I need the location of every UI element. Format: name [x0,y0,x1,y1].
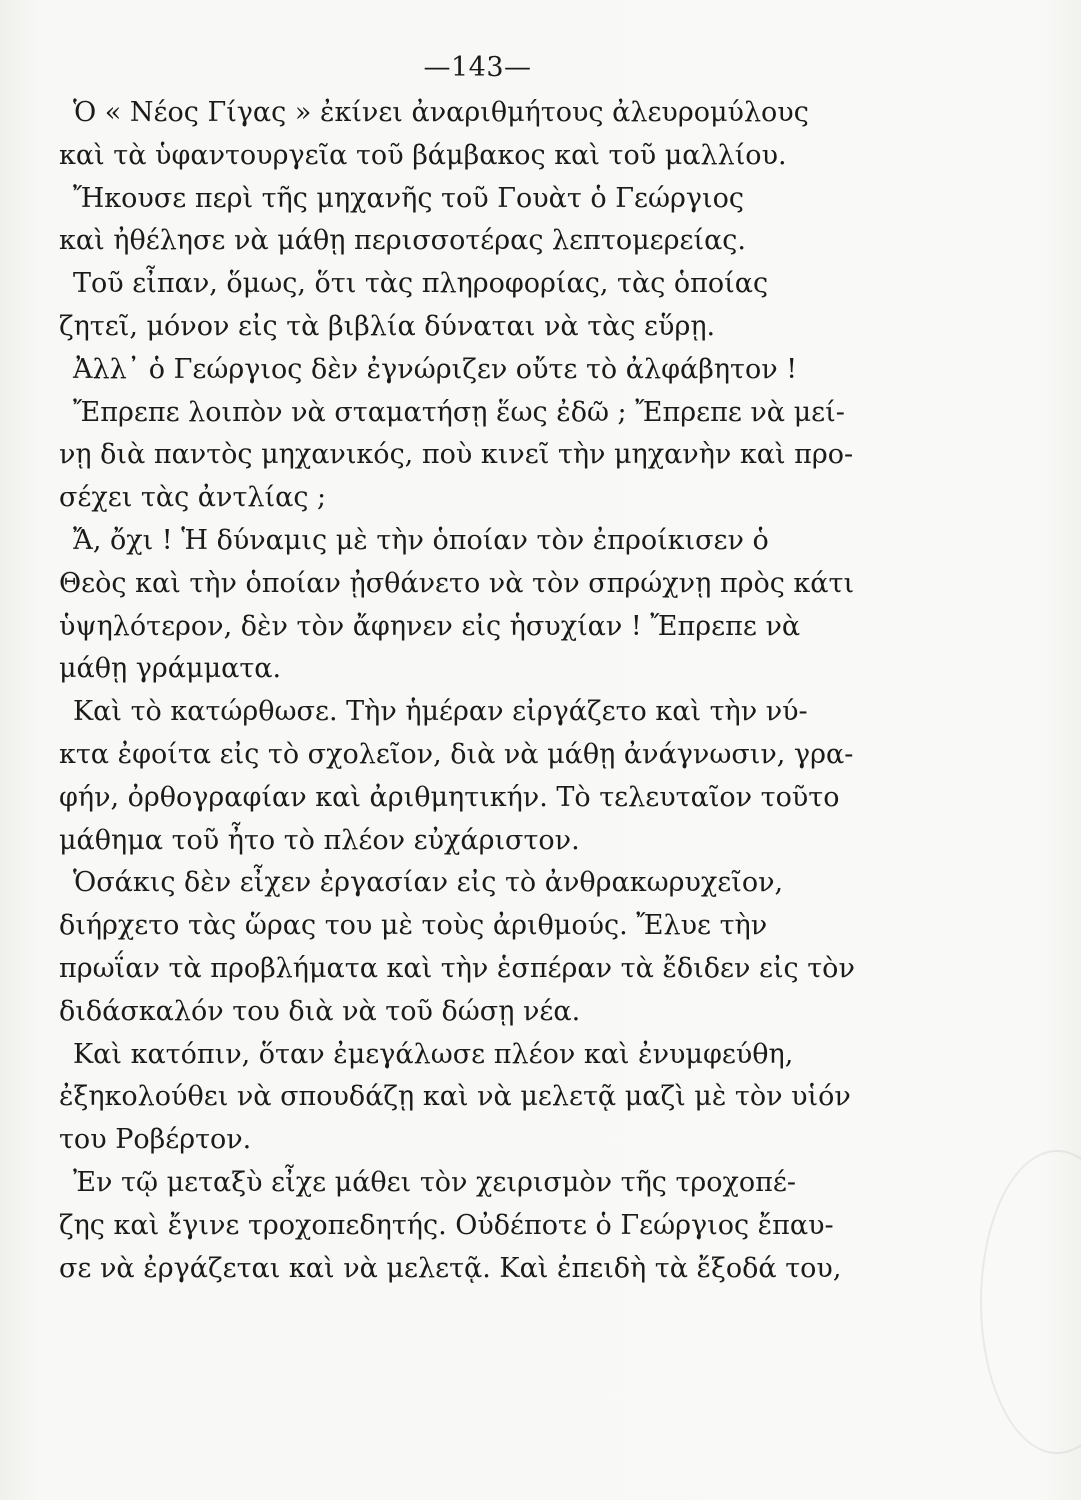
text-line: Ἤκουσε περὶ τῆς μηχανῆς τοῦ Γουὰτ ὁ Γεώργιος [73,182,744,214]
text-line: φήν, ὀρθογραφίαν καὶ ἀριθμητικήν. Τὸ τελευταῖον τοῦτο [59,781,840,813]
text-line: Καὶ κατόπιν, ὅταν ἐμεγάλωσε πλέον καὶ ἐνυμφεύθη, [73,1038,794,1070]
text-line: Ὁ « Νέος Γίγας » ἐκίνει ἀναριθμήτους ἀλευρομύλους [73,97,809,128]
text-line: Ὁσάκις δὲν εἶχεν ἐργασίαν εἰς τὸ ἀνθρακωρυχεῖον, [73,867,784,899]
text-line: πρωΐαν τὰ προβλήματα καὶ τὴν ἑσπέραν τὰ ἔδιδεν εἰς τὸν [59,952,855,984]
text-line: ζης καὶ ἔγινε τροχοπεδητής. Οὐδέποτε ὁ Γεώργιος ἔπαυ- [59,1209,834,1241]
text-line: καὶ τὰ ὑφαντουργεῖα τοῦ βάμβακος καὶ τοῦ μαλλίου. [59,139,787,171]
text-line: Τοῦ εἶπαν, ὅμως, ὅτι τὰς πληροφορίας, τὰς ὁποίας [73,268,769,300]
text-line: σε νὰ ἐργάζεται καὶ νὰ μελετᾷ. Καὶ ἐπειδὴ τὰ ἔξοδά του, [59,1252,842,1284]
text-line: ὑψηλότερον, δὲν τὸν ἄφηνεν εἰς ἡσυχίαν ! Ἔπρεπε νὰ [59,610,801,642]
text-line: ἐξηκολούθει νὰ σπουδάζῃ καὶ νὰ μελετᾷ μαζὶ μὲ τὸν υἱόν [59,1081,851,1113]
text-line: Ἄ, ὄχι ! Ἡ δύναμις μὲ τὴν ὁποίαν τὸν ἐπροίκισεν ὁ [73,524,769,556]
text-line: ζητεῖ, μόνον εἰς τὰ βιβλία δύναται νὰ τὰς εὕρῃ. [59,310,716,342]
text-line: Ἀλλ᾽ ὁ Γεώργιος δὲν ἐγνώριζεν οὔτε τὸ ἀλφάβητον ! [73,353,798,385]
text-line: μάθῃ γράμματα. [59,653,282,685]
text-line: Θεὸς καὶ τὴν ὁποίαν ᾐσθάνετο νὰ τὸν σπρώχνῃ πρὸς κάτι [59,567,855,599]
main-text [59,92,899,1290]
text-line: νῃ διὰ παντὸς μηχανικός, ποὺ κινεῖ τὴν μηχανὴν καὶ προ- [59,439,854,471]
page-number: —143— [423,52,532,83]
text-line: του Ροβέρτον. [59,1124,252,1156]
text-line: διήρχετο τὰς ὥρας του μὲ τοὺς ἀριθμούς. Ἔλυε τὴν [59,910,768,942]
bleed-through-stamp [980,1150,1081,1454]
text-line: Ἔπρεπε λοιπὸν νὰ σταματήσῃ ἕως ἐδῶ ; Ἔπρεπε νὰ μεί- [73,396,845,428]
text-line: μάθημα τοῦ ἦτο τὸ πλέον εὐχάριστον. [59,824,580,856]
text-line: καὶ ἠθέλησε νὰ μάθῃ περισσοτέρας λεπτομερείας. [59,225,747,257]
text-line: σέχει τὰς ἀντλίας ; [59,482,327,514]
text-line: κτα ἐφοίτα εἰς τὸ σχολεῖον, διὰ νὰ μάθῃ ἀνάγνωσιν, γρα- [59,738,854,770]
text-line: Ἐν τῷ μεταξὺ εἶχε μάθει τὸν χειρισμὸν τῆς τροχοπέ- [73,1166,797,1198]
text-line: Καὶ τὸ κατώρθωσε. Τὴν ἡμέραν εἰργάζετο καὶ τὴν νύ- [73,696,808,728]
text-line: διδάσκαλόν του διὰ νὰ τοῦ δώσῃ νέα. [59,995,581,1027]
